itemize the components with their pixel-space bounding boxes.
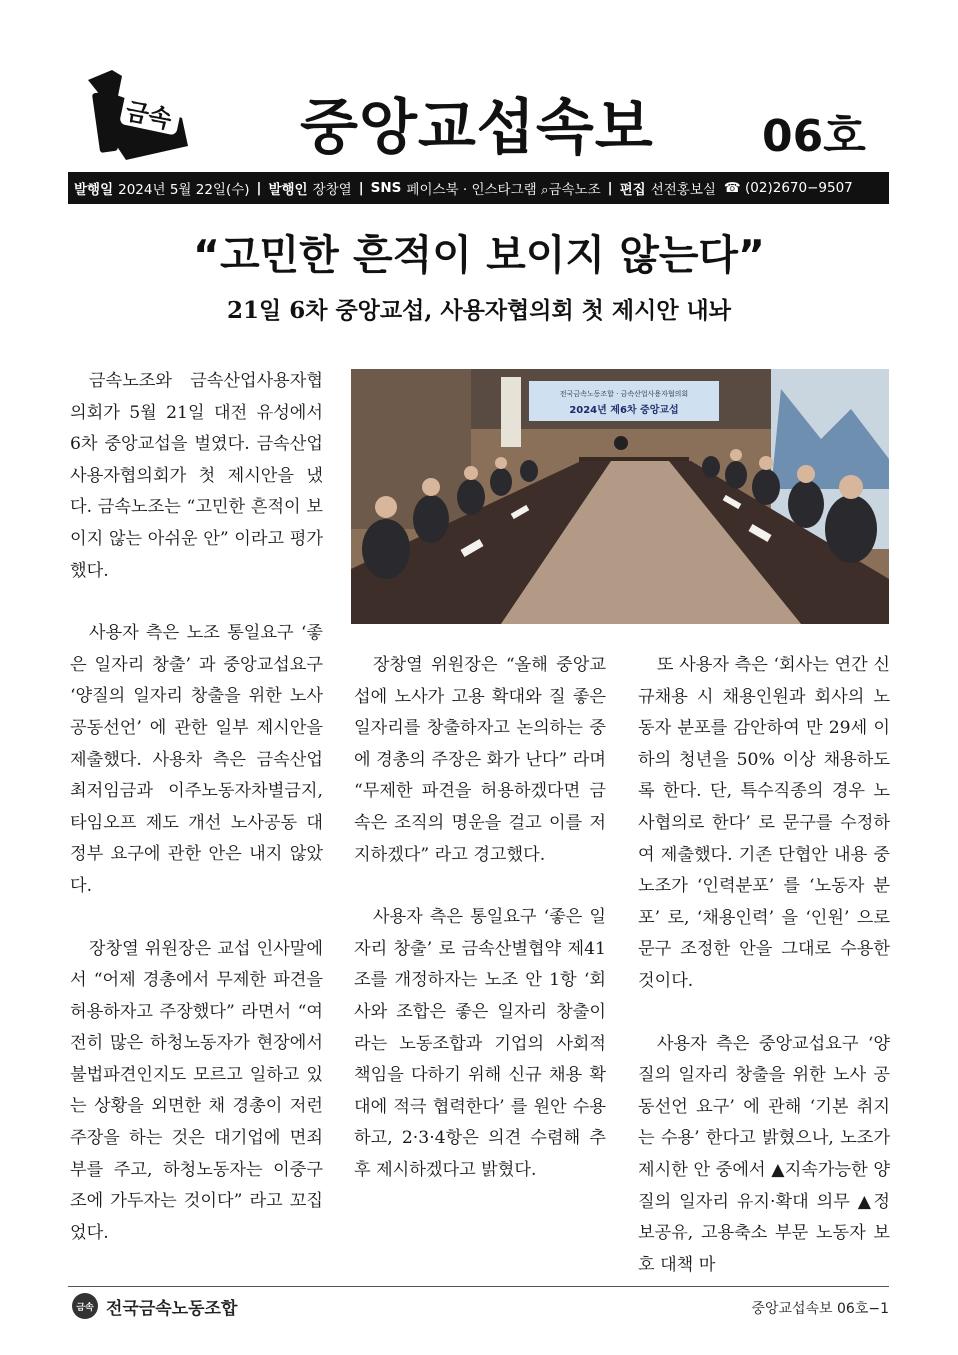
paragraph: 장창열 위원장은 교섭 인사말에서 “어제 경총에서 무제한 파견을 허용하자고 주장했다” 라면서 “여전히 많은 하청노동자가 현장에서 불법파견인지도 모르고 일하고 있는 상황을 외면한 채 경총이 저런 주장을 하는 것은 대기업에 면죄부를 주고, 하청노동자는 이중구조에 가두자는 것이다” 라고 꼬집었다.: [70, 938, 323, 1243]
date-label: 발행일: [74, 182, 114, 198]
paragraph: 사용자 측은 통일요구 ‘좋은 일자리 창출’ 로 금속산별협약 제41조를 개정하자는 노조 안 1항 ‘회사와 조합은 좋은 일자리 창출이라는 노동조합과 기업의 사회적 책임을 다하기 위해 신규 채용 확대에 적극 협력한다’ 를 원안 수용하고, 2·3·4항은 의견 수렴해 추후 제시하겠다고 밝혔다.: [354, 907, 606, 1180]
paragraph: 사용자 측은 노조 통일요구 ‘좋은 일자리 창출’ 과 중앙교섭요구 ‘양질의 일자리 창출을 위한 노사공동선언’ 에 관한 일부 제시안을 제출했다. 사용차 측은 금속산업최저임금과 이주노동자차별금지, 타임오프 제도 개선 노사공동 대정부 요구에 관한 안은 내지 않았다.: [70, 623, 323, 896]
paragraph: 장창열 위원장은 “올해 중앙교섭에 노사가 고용 확대와 질 좋은 일자리를 창출하자고 논의하는 중에 경총의 주장은 화가 난다” 라며 “무제한 파견을 허용하겠다면 금속은 조직의 명운을 걸고 이를 저지하겠다” 라고 경고했다.: [354, 655, 606, 865]
paragraph: 사용자 측은 중앙교섭요구 ‘양질의 일자리 창출을 위한 노사 공동선언 요구’ 에 관해 ‘기본 취지는 수용’ 한다고 밝혔으나, 노조가 제시한 안 중에서 ▲지속가능한 양질의 일자리 유지·확대 의무 ▲정보공유, 고용축소 부문 노동자 보호 대책 마: [638, 1033, 890, 1275]
footer-logo-text: 금속: [76, 1303, 94, 1313]
issue-number: 06호: [762, 111, 866, 162]
sns-label: SNS: [370, 180, 402, 196]
union-logo-small: [70, 1292, 100, 1320]
publication-info-bar: [68, 172, 889, 204]
publisher-label: 발행인: [268, 182, 308, 198]
article-column-3: [638, 650, 890, 1312]
editor-value: 선전홍보실: [650, 182, 716, 198]
article-column-1: [70, 366, 323, 1280]
publication-title: 중앙교섭속보: [300, 93, 654, 163]
phone-number: ☎ (02)2670−9507: [723, 180, 853, 196]
paragraph: 금속노조와 금속산업사용자협의회가 5월 21일 대전 유성에서 6차 중앙교섭을 벌였다. 금속산업사용자협의회가 첫 제시안을 냈다. 금속노조는 “고민한 흔적이 보이지 않는 아쉬운 안” 이라고 평가했다.: [70, 371, 323, 581]
masthead: [0, 0, 958, 172]
publisher-value: 장창열: [312, 182, 352, 198]
logo-text: 금속: [123, 97, 175, 135]
negotiation-meeting-photo: [351, 369, 889, 624]
headline: “고민한 흔적이 보이지 않는다”: [193, 231, 765, 279]
photo-banner-line1: 전국금속노동조합 · 금속산업사용자협의회: [559, 390, 689, 398]
sns-value: 페이스북 · 인스타그램 ⌕금속노조: [406, 182, 601, 198]
paragraph: 또 사용자 측은 ‘회사는 연간 신규채용 시 채용인원과 회사의 노동자 분포를 감안하여 만 29세 이하의 청년을 50% 이상 채용하도록 한다. 단, 특수직종의 경우 노사협의로 한다’ 로 문구를 수정하여 제출했다. 기존 단협안 내용 중 노조가 ‘인력분포’ 를 ‘노동자 분포’ 로, ‘채용인력’ 을 ‘인원’ 으로 문구 조정한 안을 그대로 수용한 것이다.: [638, 655, 890, 991]
subheadline: 21일 6차 중앙교섭, 사용자협의회 첫 제시안 내놔: [227, 297, 731, 324]
union-fist-logo: [82, 66, 194, 164]
photo-banner-line2: 2024년 제6차 중앙교섭: [569, 405, 679, 416]
separator: |: [607, 180, 613, 196]
article-column-2: [354, 650, 606, 1218]
separator: |: [256, 180, 262, 196]
footer-organization: 전국금속노동조합: [106, 1299, 238, 1319]
date-value: 2024년 5월 22일(수): [118, 182, 250, 198]
footer-divider: [68, 1286, 889, 1287]
editor-label: 편집: [619, 182, 646, 198]
separator: |: [358, 180, 364, 196]
footer-page-number: 중앙교섭속보 06호−1: [751, 1301, 889, 1317]
